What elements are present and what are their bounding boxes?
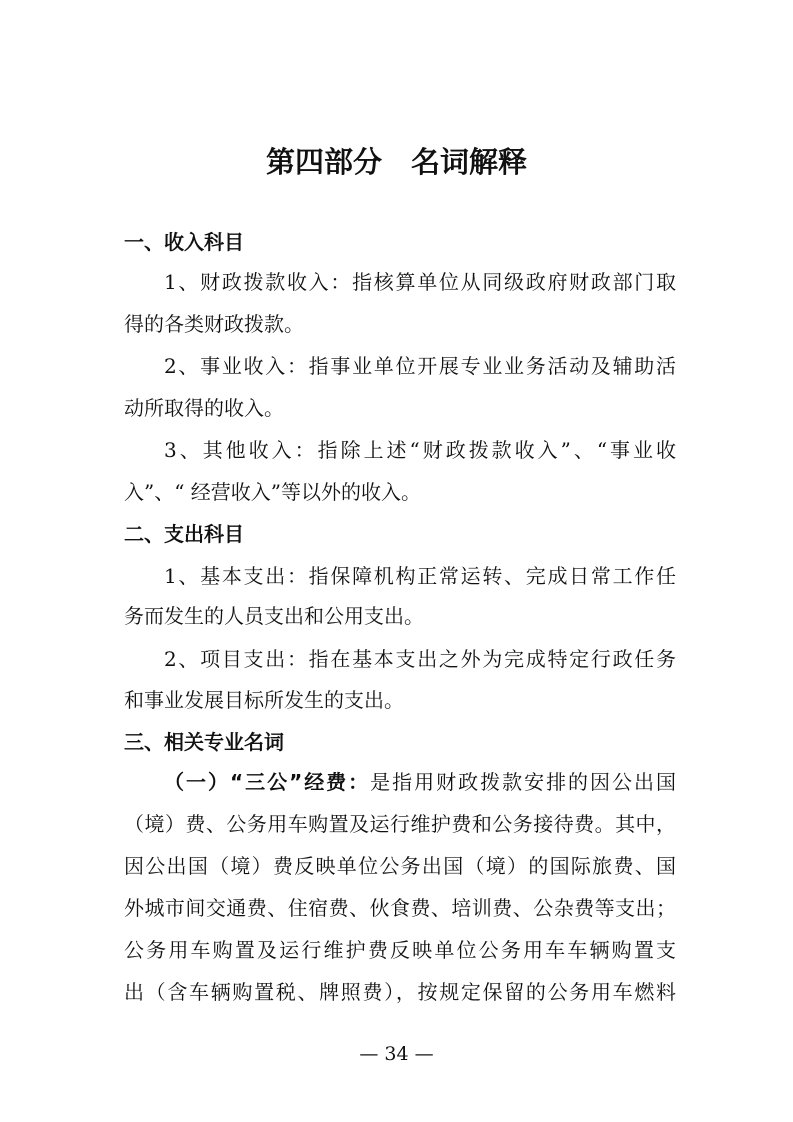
term-first-line (164, 768, 676, 796)
term-definition-start: 是指用财政拨款安排的因公出国 (370, 770, 676, 794)
paragraph-line: 公务用车购置及运行维护费反映单位公务用车车辆购置支 (124, 938, 676, 962)
paragraph-line: 入”、“ 经营收入”等以外的收入。 (124, 480, 422, 504)
paragraph-line: 动所取得的收入。 (124, 396, 284, 420)
paragraph-line: 得的各类财政拨款。 (124, 312, 304, 336)
term-label: （一）“三公”经费： (164, 770, 371, 794)
paragraph-line: 1、财政拨款收入：指核算单位从同级政府财政部门取 (164, 270, 676, 294)
page-title: 第四部分 名词解释 (265, 145, 527, 179)
paragraph-line: 3、其他收入：指除上述“财政拨款收入”、“事业收 (164, 438, 676, 462)
paragraph-line: 出（含车辆购置税、牌照费），按规定保留的公务用车燃料 (124, 980, 676, 1004)
paragraph-line: 和事业发展目标所发生的支出。 (124, 688, 404, 712)
paragraph-line: 务而发生的人员支出和公用支出。 (124, 604, 424, 628)
page-number: — 34 — (359, 1043, 434, 1065)
section-heading: 二、支出科目 (124, 522, 244, 546)
paragraph-line: （境）费、公务用车购置及运行维护费和公务接待费。其中， (124, 812, 676, 836)
section-heading: 三、相关专业名词 (124, 730, 284, 754)
paragraph-line: 1、基本支出：指保障机构正常运转、完成日常工作任 (164, 564, 676, 588)
paragraph-line: 因公出国（境）费反映单位公务出国（境）的国际旅费、国 (124, 854, 676, 878)
section-heading: 一、收入科目 (124, 230, 244, 254)
paragraph-line: 外城市间交通费、住宿费、伙食费、培训费、公杂费等支出； (124, 896, 676, 920)
paragraph-line: 2、事业收入：指事业单位开展专业业务活动及辅助活 (164, 354, 676, 378)
paragraph-line: 2、项目支出：指在基本支出之外为完成特定行政任务 (164, 647, 676, 671)
